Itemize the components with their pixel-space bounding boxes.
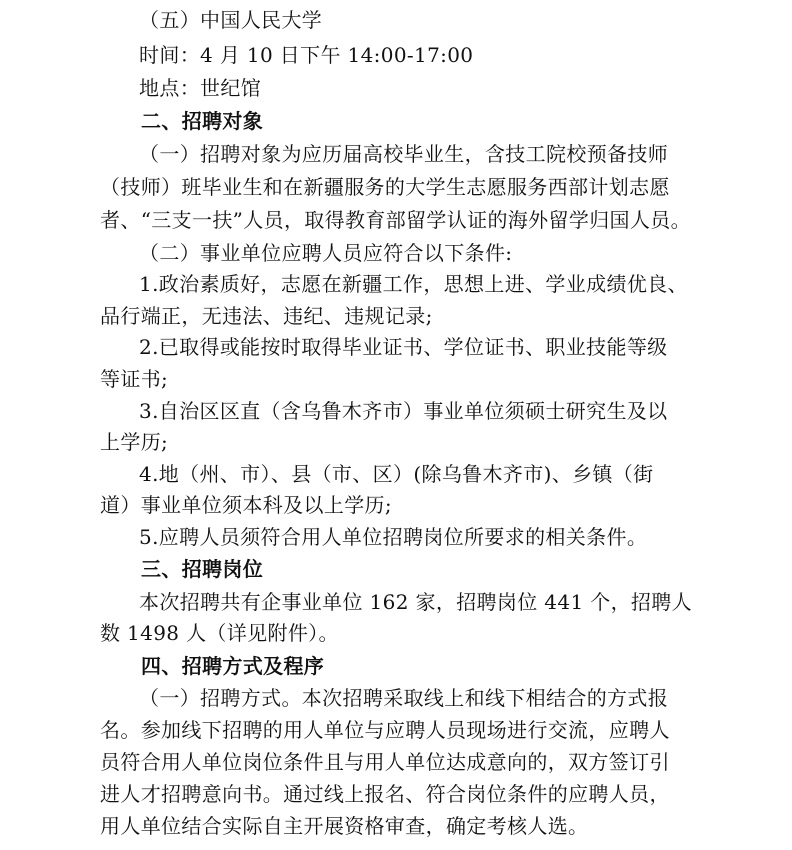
- time-line: 时间：4 月 10 日下午 14:00-17:00: [139, 43, 474, 67]
- paragraph-line: 数 1498 人（详见附件）。: [100, 621, 339, 645]
- paragraph-line: 本次招聘共有企事业单位 162 家，招聘岗位 441 个，招聘人: [139, 590, 692, 614]
- list-item-1: 1.政治素质好，志愿在新疆工作，思想上进、学业成绩优良、: [139, 272, 688, 296]
- list-item-4-cont: 道）事业单位须本科及以上学历;: [100, 493, 392, 517]
- paragraph-line: 者、“三支一扶”人员，取得教育部留学认证的海外留学归国人员。: [100, 208, 691, 232]
- list-item-2-cont: 等证书;: [100, 367, 169, 391]
- section-heading-positions: 三、招聘岗位: [141, 557, 264, 581]
- paragraph-line: （一）招聘对象为应历届高校毕业生，含技工院校预备技师: [139, 142, 669, 166]
- list-item-4: 4.地（州、市）、县（市、区）(除乌鲁木齐市)、乡镇（街: [139, 462, 654, 486]
- paragraph-line: （技师）班毕业生和在新疆服务的大学生志愿服务西部计划志愿: [100, 175, 670, 199]
- section-heading-method-procedure: 四、招聘方式及程序: [141, 654, 325, 678]
- paragraph-line: 进人才招聘意向书。通过线上报名、符合岗位条件的应聘人员，: [100, 782, 670, 806]
- paragraph-line: 名。参加线下招聘的用人单位与应聘人员现场进行交流，应聘人: [100, 718, 670, 742]
- paragraph-line: 员符合用人单位岗位条件且与用人单位达成意向的，双方签订引: [100, 750, 670, 774]
- venue-heading: （五）中国人民大学: [139, 8, 323, 32]
- paragraph-line: 用人单位结合实际自主开展资格审查，确定考核人选。: [100, 814, 589, 838]
- list-item-3-cont: 上学历;: [100, 430, 169, 454]
- paragraph-line: （一）招聘方式。本次招聘采取线上和线下相结合的方式报: [139, 686, 669, 710]
- location-line: 地点：世纪馆: [139, 76, 262, 100]
- section-heading-recruitment-targets: 二、招聘对象: [141, 109, 264, 133]
- list-item-2: 2.已取得或能按时取得毕业证书、学位证书、职业技能等级: [139, 335, 668, 359]
- list-item-5: 5.应聘人员须符合用人单位招聘岗位所要求的相关条件。: [139, 525, 648, 549]
- list-item-1-cont: 品行端正，无违法、违纪、违规记录;: [100, 304, 433, 328]
- list-item-3: 3.自治区区直（含乌鲁木齐市）事业单位须硕士研究生及以: [139, 399, 668, 423]
- paragraph-line: （二）事业单位应聘人员应符合以下条件:: [139, 241, 513, 265]
